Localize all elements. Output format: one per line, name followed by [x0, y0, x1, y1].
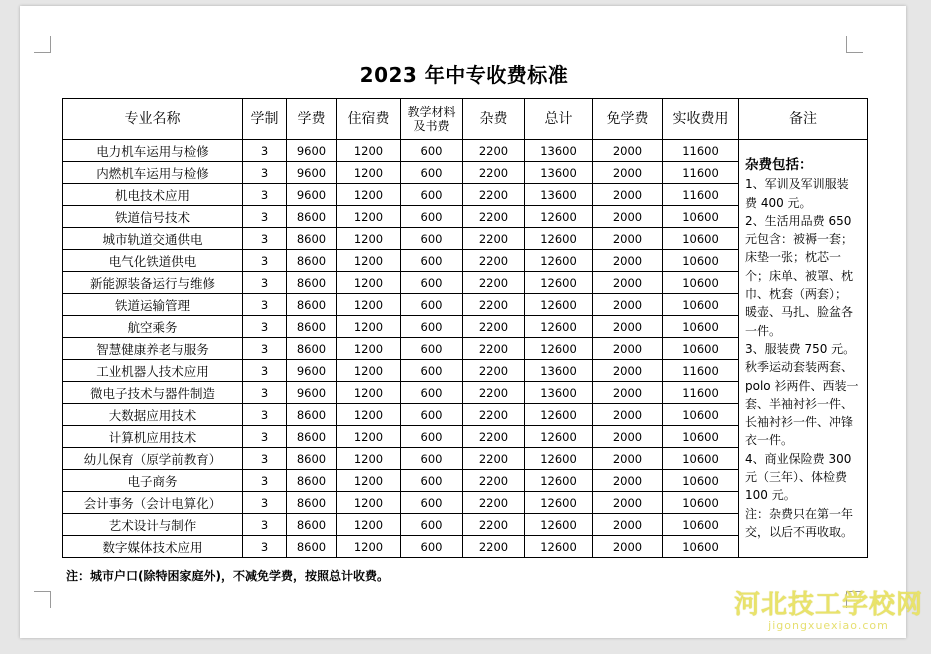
table-body	[63, 140, 868, 558]
cell-actual-fee: 10600	[663, 316, 739, 338]
cell-major-name: 城市轨道交通供电	[63, 228, 243, 250]
cell-duration: 3	[243, 184, 287, 206]
cell-duration: 3	[243, 162, 287, 184]
cell-materials: 600	[401, 448, 463, 470]
cell-materials: 600	[401, 338, 463, 360]
remarks-line: 暖壶、马扎、脸盆各	[745, 305, 854, 320]
cell-tuition: 9600	[287, 360, 337, 382]
cell-misc-fee: 2200	[463, 294, 525, 316]
cell-actual-fee: 11600	[663, 140, 739, 162]
cell-misc-fee: 2200	[463, 206, 525, 228]
cell-major-name: 智慧健康养老与服务	[63, 338, 243, 360]
header-exemption: 免学费	[593, 99, 663, 140]
cell-duration: 3	[243, 514, 287, 536]
cell-actual-fee: 11600	[663, 382, 739, 404]
remarks-line: 套、半袖衬衫一件、	[745, 396, 854, 411]
cell-major-name: 工业机器人技术应用	[63, 360, 243, 382]
cell-misc-fee: 2200	[463, 316, 525, 338]
cell-major-name: 电力机车运用与检修	[63, 140, 243, 162]
header-tuition: 学费	[287, 99, 337, 140]
header-total: 总计	[525, 99, 593, 140]
cell-total: 12600	[525, 316, 593, 338]
cell-major-name: 新能源装备运行与维修	[63, 272, 243, 294]
cell-misc-fee: 2200	[463, 184, 525, 206]
cell-actual-fee: 10600	[663, 448, 739, 470]
remarks-line: 注：杂费只在第一年	[745, 506, 854, 521]
cell-exemption: 2000	[593, 140, 663, 162]
cell-misc-fee: 2200	[463, 426, 525, 448]
cell-major-name: 铁道信号技术	[63, 206, 243, 228]
cell-materials: 600	[401, 228, 463, 250]
cell-tuition: 9600	[287, 382, 337, 404]
cell-duration: 3	[243, 404, 287, 426]
cell-exemption: 2000	[593, 250, 663, 272]
cell-total: 12600	[525, 426, 593, 448]
document-title: 2023 年中专收费标准	[359, 63, 569, 87]
cell-tuition: 8600	[287, 448, 337, 470]
cell-actual-fee: 10600	[663, 294, 739, 316]
cell-accommodation: 1200	[337, 316, 401, 338]
cell-major-name: 艺术设计与制作	[63, 514, 243, 536]
cell-materials: 600	[401, 404, 463, 426]
cell-actual-fee: 10600	[663, 426, 739, 448]
site-watermark	[734, 584, 923, 632]
cell-misc-fee: 2200	[463, 404, 525, 426]
remarks-line: 元包含：被褥一套；	[745, 232, 854, 247]
cell-accommodation: 1200	[337, 536, 401, 558]
cell-major-name: 微电子技术与器件制造	[63, 382, 243, 404]
cell-exemption: 2000	[593, 206, 663, 228]
watermark-sub: jigongxuexiao.com	[768, 619, 889, 632]
cell-accommodation: 1200	[337, 184, 401, 206]
cell-accommodation: 1200	[337, 404, 401, 426]
cell-accommodation: 1200	[337, 360, 401, 382]
cell-exemption: 2000	[593, 316, 663, 338]
cell-total: 12600	[525, 206, 593, 228]
remarks-line: polo 衫两件、西装一	[745, 378, 859, 393]
cell-duration: 3	[243, 338, 287, 360]
cell-exemption: 2000	[593, 470, 663, 492]
cell-duration: 3	[243, 448, 287, 470]
cell-misc-fee: 2200	[463, 492, 525, 514]
cell-misc-fee: 2200	[463, 162, 525, 184]
cell-tuition: 8600	[287, 206, 337, 228]
cell-accommodation: 1200	[337, 382, 401, 404]
cell-major-name: 电气化铁道供电	[63, 250, 243, 272]
remarks-line: 秋季运动套装两套、	[745, 360, 854, 375]
cell-major-name: 铁道运输管理	[63, 294, 243, 316]
header-actual: 实收费用	[663, 99, 739, 140]
remarks-line: 100 元。	[745, 488, 796, 503]
cell-exemption: 2000	[593, 294, 663, 316]
cell-materials: 600	[401, 184, 463, 206]
cell-total: 13600	[525, 382, 593, 404]
cell-exemption: 2000	[593, 338, 663, 360]
remarks-line: 1、军训及军训服装	[745, 177, 849, 192]
cell-total: 13600	[525, 162, 593, 184]
crop-mark-top-left	[34, 36, 51, 53]
remarks-cell	[739, 140, 868, 558]
cell-actual-fee: 10600	[663, 514, 739, 536]
cell-major-name: 会计事务（会计电算化）	[63, 492, 243, 514]
cell-actual-fee: 10600	[663, 404, 739, 426]
cell-actual-fee: 10600	[663, 250, 739, 272]
cell-duration: 3	[243, 272, 287, 294]
remarks-line: 元（三年）、体检费	[745, 470, 848, 485]
cell-major-name: 机电技术应用	[63, 184, 243, 206]
cell-materials: 600	[401, 514, 463, 536]
cell-actual-fee: 10600	[663, 272, 739, 294]
cell-tuition: 9600	[287, 162, 337, 184]
remarks-line: 巾、枕套（两套）；	[745, 287, 848, 302]
cell-duration: 3	[243, 360, 287, 382]
cell-tuition: 8600	[287, 228, 337, 250]
cell-duration: 3	[243, 536, 287, 558]
cell-total: 12600	[525, 228, 593, 250]
cell-total: 12600	[525, 404, 593, 426]
header-materials: 教学材料 及书费	[401, 99, 463, 140]
cell-materials: 600	[401, 536, 463, 558]
cell-accommodation: 1200	[337, 338, 401, 360]
remarks-line: 个；床单、被罩、枕	[745, 268, 854, 283]
cell-materials: 600	[401, 382, 463, 404]
cell-exemption: 2000	[593, 514, 663, 536]
cell-accommodation: 1200	[337, 448, 401, 470]
table-row	[63, 140, 868, 162]
cell-misc-fee: 2200	[463, 272, 525, 294]
cell-exemption: 2000	[593, 492, 663, 514]
cell-duration: 3	[243, 470, 287, 492]
fee-table	[62, 98, 868, 558]
cell-major-name: 计算机应用技术	[63, 426, 243, 448]
cell-total: 13600	[525, 184, 593, 206]
cell-exemption: 2000	[593, 382, 663, 404]
cell-total: 13600	[525, 140, 593, 162]
cell-tuition: 8600	[287, 250, 337, 272]
cell-tuition: 8600	[287, 404, 337, 426]
cell-accommodation: 1200	[337, 426, 401, 448]
remarks-line: 3、服装费 750 元。	[745, 341, 856, 356]
cell-duration: 3	[243, 426, 287, 448]
cell-exemption: 2000	[593, 360, 663, 382]
cell-materials: 600	[401, 492, 463, 514]
cell-materials: 600	[401, 272, 463, 294]
cell-actual-fee: 11600	[663, 184, 739, 206]
cell-materials: 600	[401, 250, 463, 272]
header-accommodation: 住宿费	[337, 99, 401, 140]
cell-actual-fee: 10600	[663, 536, 739, 558]
footnote: 注：城市户口(除特困家庭外)，不减免学费，按照总计收费。	[66, 569, 389, 583]
cell-misc-fee: 2200	[463, 382, 525, 404]
crop-mark-bottom-left	[34, 591, 51, 608]
cell-exemption: 2000	[593, 426, 663, 448]
cell-major-name: 电子商务	[63, 470, 243, 492]
cell-accommodation: 1200	[337, 206, 401, 228]
cell-tuition: 9600	[287, 140, 337, 162]
remarks-line: 费 400 元。	[745, 195, 812, 210]
cell-duration: 3	[243, 492, 287, 514]
cell-tuition: 9600	[287, 184, 337, 206]
cell-total: 12600	[525, 250, 593, 272]
remarks-line: 4、商业保险费 300	[745, 451, 852, 466]
remarks-heading: 杂费包括：	[745, 157, 813, 173]
cell-accommodation: 1200	[337, 140, 401, 162]
cell-major-name: 幼儿保育（原学前教育）	[63, 448, 243, 470]
cell-total: 12600	[525, 536, 593, 558]
cell-total: 12600	[525, 272, 593, 294]
cell-actual-fee: 11600	[663, 162, 739, 184]
cell-duration: 3	[243, 316, 287, 338]
cell-duration: 3	[243, 206, 287, 228]
cell-exemption: 2000	[593, 404, 663, 426]
remarks-line: 长袖衬衫一件、冲锋	[745, 415, 854, 430]
cell-tuition: 8600	[287, 426, 337, 448]
cell-tuition: 8600	[287, 316, 337, 338]
remarks-line: 一件。	[745, 323, 782, 338]
cell-actual-fee: 10600	[663, 228, 739, 250]
cell-accommodation: 1200	[337, 294, 401, 316]
cell-misc-fee: 2200	[463, 360, 525, 382]
cell-misc-fee: 2200	[463, 250, 525, 272]
cell-accommodation: 1200	[337, 470, 401, 492]
header-row	[63, 99, 868, 140]
cell-accommodation: 1200	[337, 250, 401, 272]
cell-misc-fee: 2200	[463, 514, 525, 536]
cell-materials: 600	[401, 360, 463, 382]
cell-actual-fee: 10600	[663, 206, 739, 228]
cell-actual-fee: 10600	[663, 338, 739, 360]
cell-tuition: 8600	[287, 272, 337, 294]
cell-exemption: 2000	[593, 272, 663, 294]
remarks-line: 2、生活用品费 650	[745, 213, 852, 228]
remarks-line: 衣一件。	[745, 433, 794, 448]
cell-misc-fee: 2200	[463, 140, 525, 162]
cell-accommodation: 1200	[337, 228, 401, 250]
cell-accommodation: 1200	[337, 514, 401, 536]
cell-major-name: 航空乘务	[63, 316, 243, 338]
cell-actual-fee: 10600	[663, 470, 739, 492]
cell-misc-fee: 2200	[463, 338, 525, 360]
cell-misc-fee: 2200	[463, 448, 525, 470]
cell-accommodation: 1200	[337, 162, 401, 184]
cell-misc-fee: 2200	[463, 536, 525, 558]
header-remarks: 备注	[739, 99, 868, 140]
cell-exemption: 2000	[593, 448, 663, 470]
cell-total: 12600	[525, 294, 593, 316]
cell-materials: 600	[401, 140, 463, 162]
remarks-line: 床垫一张；枕芯一	[745, 250, 842, 265]
cell-duration: 3	[243, 294, 287, 316]
cell-duration: 3	[243, 228, 287, 250]
cell-total: 12600	[525, 338, 593, 360]
cell-misc-fee: 2200	[463, 470, 525, 492]
cell-total: 12600	[525, 514, 593, 536]
cell-tuition: 8600	[287, 294, 337, 316]
cell-materials: 600	[401, 426, 463, 448]
header-duration: 学制	[243, 99, 287, 140]
cell-materials: 600	[401, 316, 463, 338]
cell-tuition: 8600	[287, 492, 337, 514]
cell-exemption: 2000	[593, 536, 663, 558]
cell-duration: 3	[243, 382, 287, 404]
cell-tuition: 8600	[287, 470, 337, 492]
cell-total: 12600	[525, 470, 593, 492]
cell-major-name: 内燃机车运用与检修	[63, 162, 243, 184]
cell-duration: 3	[243, 140, 287, 162]
cell-materials: 600	[401, 470, 463, 492]
cell-tuition: 8600	[287, 514, 337, 536]
cell-tuition: 8600	[287, 338, 337, 360]
cell-exemption: 2000	[593, 228, 663, 250]
cell-materials: 600	[401, 206, 463, 228]
cell-total: 12600	[525, 492, 593, 514]
cell-total: 13600	[525, 360, 593, 382]
remarks-line: 交，以后不再收取。	[745, 524, 854, 539]
cell-major-name: 大数据应用技术	[63, 404, 243, 426]
cell-major-name: 数字媒体技术应用	[63, 536, 243, 558]
cell-exemption: 2000	[593, 184, 663, 206]
cell-duration: 3	[243, 250, 287, 272]
crop-mark-top-right	[846, 36, 863, 53]
cell-misc-fee: 2200	[463, 228, 525, 250]
header-major: 专业名称	[63, 99, 243, 140]
cell-tuition: 8600	[287, 536, 337, 558]
cell-actual-fee: 11600	[663, 360, 739, 382]
cell-exemption: 2000	[593, 162, 663, 184]
cell-total: 12600	[525, 448, 593, 470]
watermark-main: 河北技工学校网	[733, 590, 923, 620]
cell-accommodation: 1200	[337, 272, 401, 294]
cell-materials: 600	[401, 294, 463, 316]
cell-actual-fee: 10600	[663, 492, 739, 514]
cell-materials: 600	[401, 162, 463, 184]
cell-accommodation: 1200	[337, 492, 401, 514]
header-misc: 杂费	[463, 99, 525, 140]
